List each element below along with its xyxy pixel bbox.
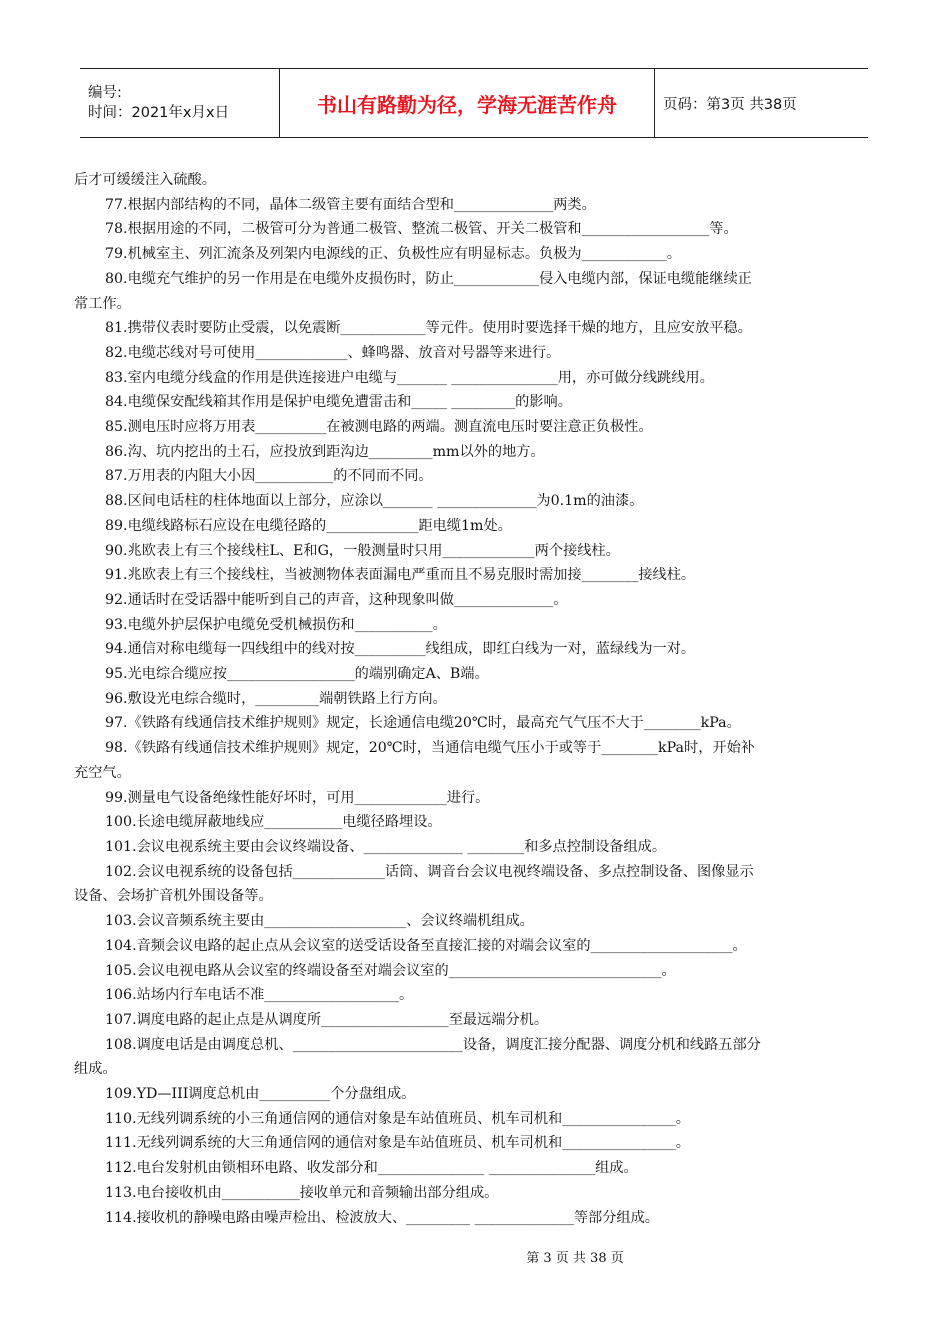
text-line: 97.《铁路有线通信技术维护规则》规定，长途通信电缆20℃时，最高充气气压不大于________kPa。	[105, 715, 741, 732]
text-line: 95.光电综合缆应按__________________的端别确定A、B端。	[105, 666, 489, 683]
page-header	[80, 68, 868, 138]
text-line: 78.根据用途的不同，二极管可分为普通二极管、整流二极管、开关二极管和__________________等。	[105, 221, 738, 238]
text-line: 82.电缆芯线对号可使用_____________、蜂鸣器、放音对号器等来进行。	[105, 344, 561, 361]
text-line: 94.通信对称电缆每一四线组中的线对按__________线组成，即红白线为一对，蓝绿线为一对。	[105, 641, 696, 658]
number-label: 编号:	[88, 85, 122, 101]
document-body	[74, 168, 874, 1230]
text-line: 81.携带仪表时要防止受震，以免震断____________等元件。使用时要选择干燥的地方，且应安放平稳。	[105, 320, 752, 337]
page-footer: 第 3 页 共 38 页	[526, 1251, 624, 1266]
text-line: 109.YD—III调度总机由__________个分盘组成。	[105, 1086, 416, 1103]
text-line: 99.测量电气设备绝缘性能好坏时，可用_____________进行。	[105, 789, 490, 806]
text-line: 113.电台接收机由___________接收单元和音频输出部分组成。	[105, 1184, 499, 1201]
text-line: 84.电缆保安配线箱其作用是保护电缆免遭雷击和_____ _________的影响。	[105, 394, 572, 411]
header-motto-cell	[280, 69, 655, 137]
text-line: 98.《铁路有线通信技术维护规则》规定，20℃时，当通信电缆气压小于或等于________kPa时，开始补	[105, 740, 755, 757]
text-line: 93.电缆外护层保护电缆免受机械损伤和___________。	[105, 616, 447, 633]
text-line: 106.站场内行车电话不准___________________。	[105, 987, 414, 1004]
text-line: 组成。	[74, 1061, 117, 1078]
text-line: 107.调度电路的起止点是从调度所__________________至最远端分机。	[105, 1011, 549, 1028]
text-line: 充空气。	[74, 764, 131, 781]
text-line: 87.万用表的内阻大小因___________的不同而不同。	[105, 468, 433, 485]
text-line: 100.长途电缆屏蔽地线应___________电缆径路埋设。	[105, 814, 442, 831]
text-line: 105.会议电视电路从会议室的终端设备至对端会议室的______________________________。	[105, 962, 676, 979]
text-line: 80.电缆充气维护的另一作用是在电缆外皮损伤时，防止____________侵入电缆内部，保证电缆能继续正	[105, 270, 752, 287]
text-line: 88.区间电话柱的柱体地面以上部分，应涂以_______ ______________为0.1m的油漆。	[105, 493, 644, 510]
text-line: 114.接收机的静噪电路由噪声检出、检波放大、_________ ______________等部分组成。	[105, 1209, 659, 1226]
text-line: 110.无线列调系统的小三角通信网的通信对象是车站值班员、机车司机和________________。	[105, 1110, 690, 1127]
text-line: 常工作。	[74, 295, 131, 312]
text-line: 102.会议电视系统的设备包括_____________话筒、调音台会议电视终端设备、多点控制设备、图像显示	[105, 863, 754, 880]
text-line: 103.会议音频系统主要由____________________、会议终端机组成。	[105, 913, 534, 930]
text-line: 112.电台发射机由锁相环电路、收发部分和_______________ _______________组成。	[105, 1160, 638, 1177]
text-line: 85.测电压时应将万用表__________在被测电路的两端。测直流电压时要注意正负极性。	[105, 419, 653, 436]
text-line: 79.机械室主、列汇流条及列架内电源线的正、负极性应有明显标志。负极为____________。	[105, 246, 681, 263]
text-line: 后才可缓缓注入硫酸。	[74, 172, 216, 188]
text-line: 89.电缆线路标石应设在电缆径路的_____________距电缆1m处。	[105, 517, 512, 534]
time-label: 时间：2021年x月x日	[88, 105, 230, 121]
text-line: 设备、会场扩音机外围设备等。	[74, 888, 273, 905]
text-line: 104.音频会议电路的起止点从会议室的送受话设备至直接汇接的对端会议室的____________________。	[105, 937, 747, 954]
text-line: 90.兆欧表上有三个接线柱L、E和G，一般测量时只用_____________两个接线柱。	[105, 542, 620, 559]
text-line: 108.调度电话是由调度总机、________________________设备，调度汇接分配器、调度分机和线路五部分	[105, 1036, 761, 1053]
text-line: 111.无线列调系统的大三角通信网的通信对象是车站值班员、机车司机和________________。	[105, 1135, 690, 1152]
text-line: 92.通话时在受话器中能听到自己的声音，这种现象叫做______________。	[105, 591, 568, 608]
text-line: 77.根据内部结构的不同，晶体二级管主要有面结合型和______________两类。	[105, 196, 596, 213]
header-left-cell	[80, 69, 280, 137]
header-page-cell	[655, 69, 868, 137]
text-line: 101.会议电视系统主要由会议终端设备、______________ ________和多点控制设备组成。	[105, 838, 667, 855]
page-label: 页码：第3页 共38页	[663, 96, 797, 113]
text-line: 83.室内电缆分线盒的作用是供连接进户电缆与_______ _______________用，亦可做分线跳线用。	[105, 369, 714, 386]
motto-text: 书山有路勤为径，学海无涯苦作舟	[317, 92, 617, 117]
text-line: 86.沟、坑内挖出的土石，应投放到距沟边_________mm以外的地方。	[105, 443, 545, 460]
text-line: 96.敷设光电综合缆时，_________端朝铁路上行方向。	[105, 690, 447, 707]
text-line: 91.兆欧表上有三个接线柱，当被测物体表面漏电严重而且不易克服时需加接________接线柱。	[105, 567, 696, 584]
